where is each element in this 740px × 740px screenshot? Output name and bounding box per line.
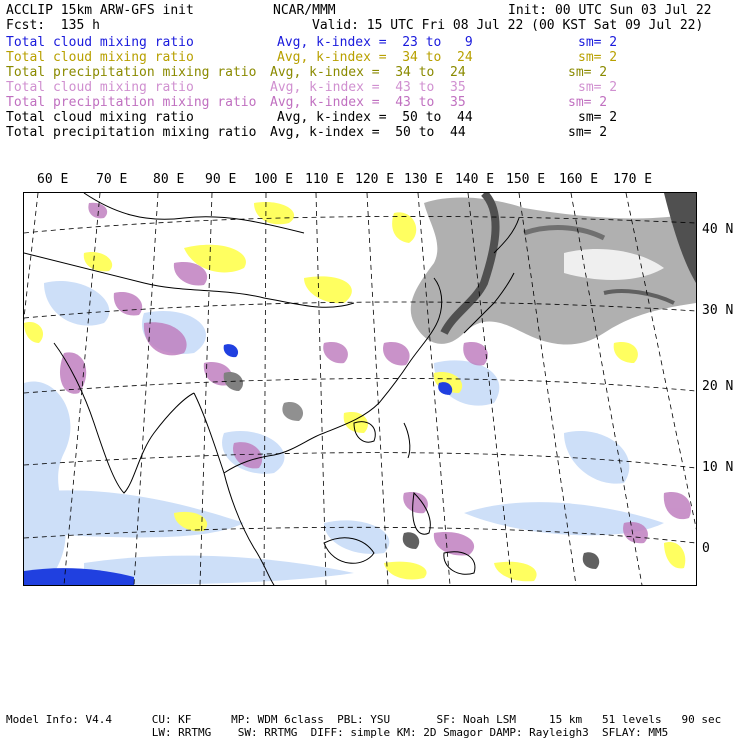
legend-sm: sm= 2 xyxy=(578,110,618,125)
forecast-hour: Fcst: 135 h xyxy=(6,18,100,33)
legend-row xyxy=(6,125,736,140)
legend-avg: Avg, k-index = 34 to 24 xyxy=(277,50,473,65)
lon-label: 60 E xyxy=(37,172,69,187)
init-time: Init: 00 UTC Sun 03 Jul 22 xyxy=(508,3,712,18)
lon-label: 100 E xyxy=(254,172,294,187)
legend-field: Total precipitation mixing ratio xyxy=(6,125,257,140)
lat-label: 0 xyxy=(702,541,710,556)
legend-sm: sm= 2 xyxy=(578,35,618,50)
legend-field: Total precipitation mixing ratio xyxy=(6,95,257,110)
model-physics: LW: RRTMG SW: RRTMG DIFF: simple KM: 2D Smagor DAMP: Rayleigh3 SFLAY: MM5 xyxy=(6,726,669,739)
legend-avg: Avg, k-index = 34 to 24 xyxy=(270,65,466,80)
legend-avg: Avg, k-index = 43 to 35 xyxy=(270,80,466,95)
legend-row xyxy=(6,110,736,125)
valid-time: Valid: 15 UTC Fri 08 Jul 22 (00 KST Sat 09 Jul 22) xyxy=(312,18,704,33)
legend-sm: sm= 2 xyxy=(578,80,618,95)
lon-label: 70 E xyxy=(96,172,128,187)
legend-avg: Avg, k-index = 43 to 35 xyxy=(270,95,466,110)
legend-row xyxy=(6,80,736,95)
forecast-map xyxy=(23,192,697,586)
lat-label: 40 N xyxy=(702,222,734,237)
legend-row xyxy=(6,95,736,110)
lat-label: 10 N xyxy=(702,460,734,475)
legend-row xyxy=(6,35,736,50)
lon-label: 150 E xyxy=(506,172,546,187)
legend-field: Total precipitation mixing ratio xyxy=(6,65,257,80)
lat-label: 20 N xyxy=(702,379,734,394)
legend-sm: sm= 2 xyxy=(568,125,608,140)
legend-field: Total cloud mixing ratio xyxy=(6,80,194,95)
legend-avg: Avg, k-index = 50 to 44 xyxy=(270,125,466,140)
lon-label: 170 E xyxy=(613,172,653,187)
legend-field: Total cloud mixing ratio xyxy=(6,50,194,65)
legend-sm: sm= 2 xyxy=(568,65,608,80)
center-label: NCAR/MMM xyxy=(273,3,336,18)
legend-avg: Avg, k-index = 50 to 44 xyxy=(277,110,473,125)
lon-label: 140 E xyxy=(455,172,495,187)
lon-label: 90 E xyxy=(205,172,237,187)
legend-row xyxy=(6,65,736,80)
legend-field: Total cloud mixing ratio xyxy=(6,35,194,50)
lon-label: 160 E xyxy=(559,172,599,187)
legend-avg: Avg, k-index = 23 to 9 xyxy=(277,35,473,50)
legend-field: Total cloud mixing ratio xyxy=(6,110,194,125)
legend-sm: sm= 2 xyxy=(578,50,618,65)
lon-label: 130 E xyxy=(404,172,444,187)
map-canvas xyxy=(24,193,696,585)
legend-sm: sm= 2 xyxy=(568,95,608,110)
lon-label: 120 E xyxy=(355,172,395,187)
model-title: ACCLIP 15km ARW-GFS init xyxy=(6,3,194,18)
legend-row xyxy=(6,50,736,65)
lon-label: 80 E xyxy=(153,172,185,187)
model-info: Model Info: V4.4 CU: KF MP: WDM 6class PBL: YSU SF: Noah LSM 15 km 51 levels 90 sec xyxy=(6,713,722,726)
lon-label: 110 E xyxy=(305,172,345,187)
lat-label: 30 N xyxy=(702,303,734,318)
